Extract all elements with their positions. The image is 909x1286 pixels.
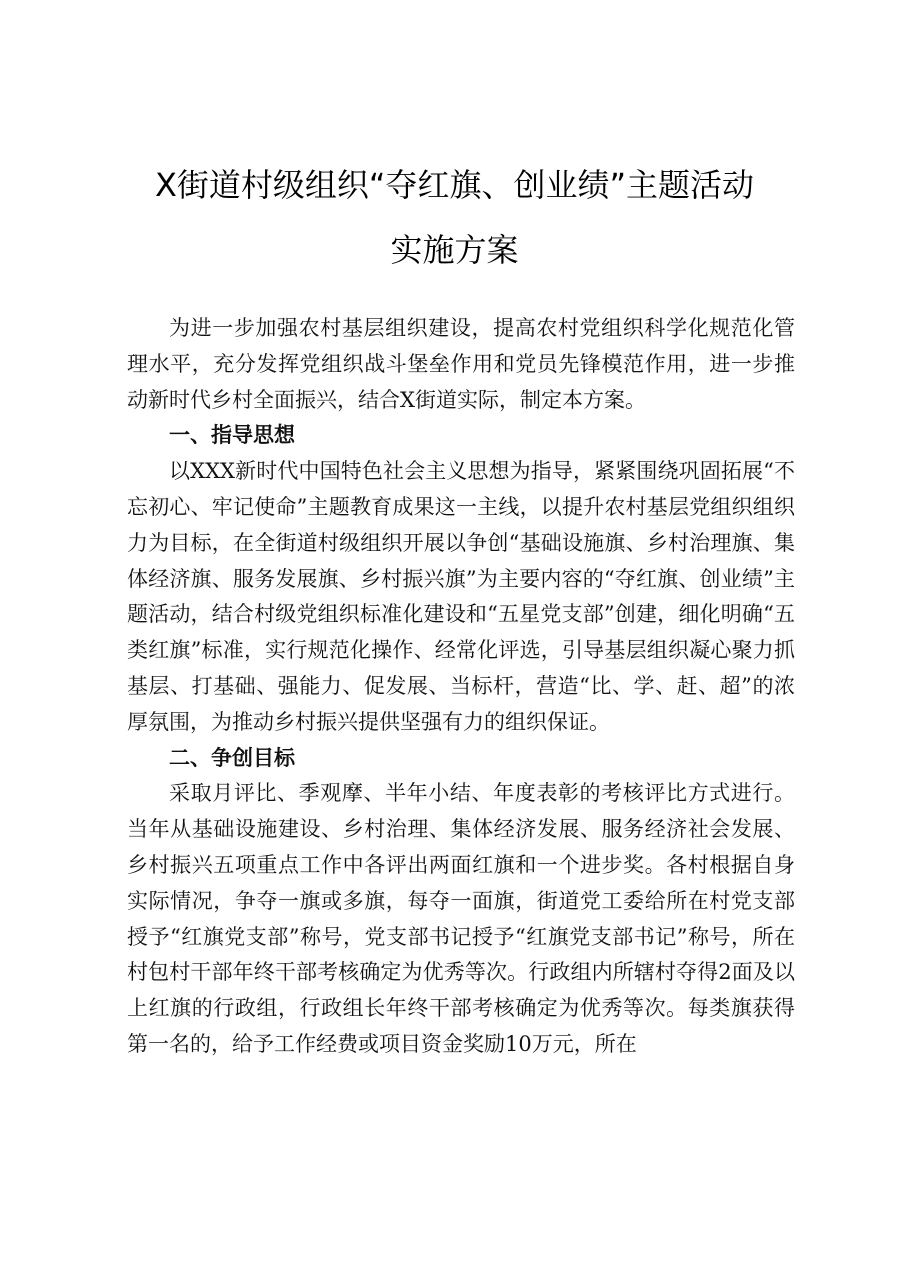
document-body [127, 311, 795, 1063]
guiding-ideology-paragraph: 以XXX新时代中国特色社会主义思想为指导，紧紧围绕巩固拓展“不忘初心、牢记使命”主题教育成果这一主线，以提升农村基层党组织组织力为目标，在全街道村级组织开展以争创“基础设施旗、乡村治理旗、集体经济旗、服务发展旗、乡村振兴旗”为主要内容的“夺红旗、创业绩”主题活动，结合村级党组织标准化建设和“五星党支部”创建，细化明确“五类红旗”标准，实行规范化操作、经常化评选，引导基层组织凝心聚力抓基层、打基础、强能力、促发展、当标杆，营造“比、学、赶、超”的浓厚氛围，为推动乡村振兴提供坚强有力的组织保证。 [127, 459, 795, 734]
intro-paragraph: 为进一步加强农村基层组织建设，提高农村党组织科学化规范化管理水平，充分发挥党组织战斗堡垒作用和党员先锋模范作用，进一步推动新时代乡村全面振兴，结合X街道实际，制定本方案。 [127, 316, 795, 412]
document-title-line-2: 实施方案 [390, 231, 519, 269]
section-heading-goals: 二、争创目标 [169, 745, 295, 770]
document-title-line-1: X街道村级组织“夺红旗、创业绩”主题活动 [154, 166, 755, 204]
goals-paragraph: 采取月评比、季观摩、半年小结、年度表彰的考核评比方式进行。当年从基础设施建设、乡村治理、集体经济发展、服务经济社会发展、乡村振兴五项重点工作中各评出两面红旗和一个进步奖。各村根据自身实际情况，争夺一旗或多旗，每夺一面旗，街道党工委给所在村党支部授予“红旗党支部”称号，党支部书记授予“红旗党支部书记”称号，所在村包村干部年终干部考核确定为优秀等次。行政组内所辖村夺得2面及以上红旗的行政组，行政组长年终干部考核确定为优秀等次。每类旗获得第一名的，给予工作经费或项目资金奖励10万元，所在 [127, 781, 795, 1056]
section-heading-guiding-ideology: 一、指导思想 [169, 423, 295, 448]
